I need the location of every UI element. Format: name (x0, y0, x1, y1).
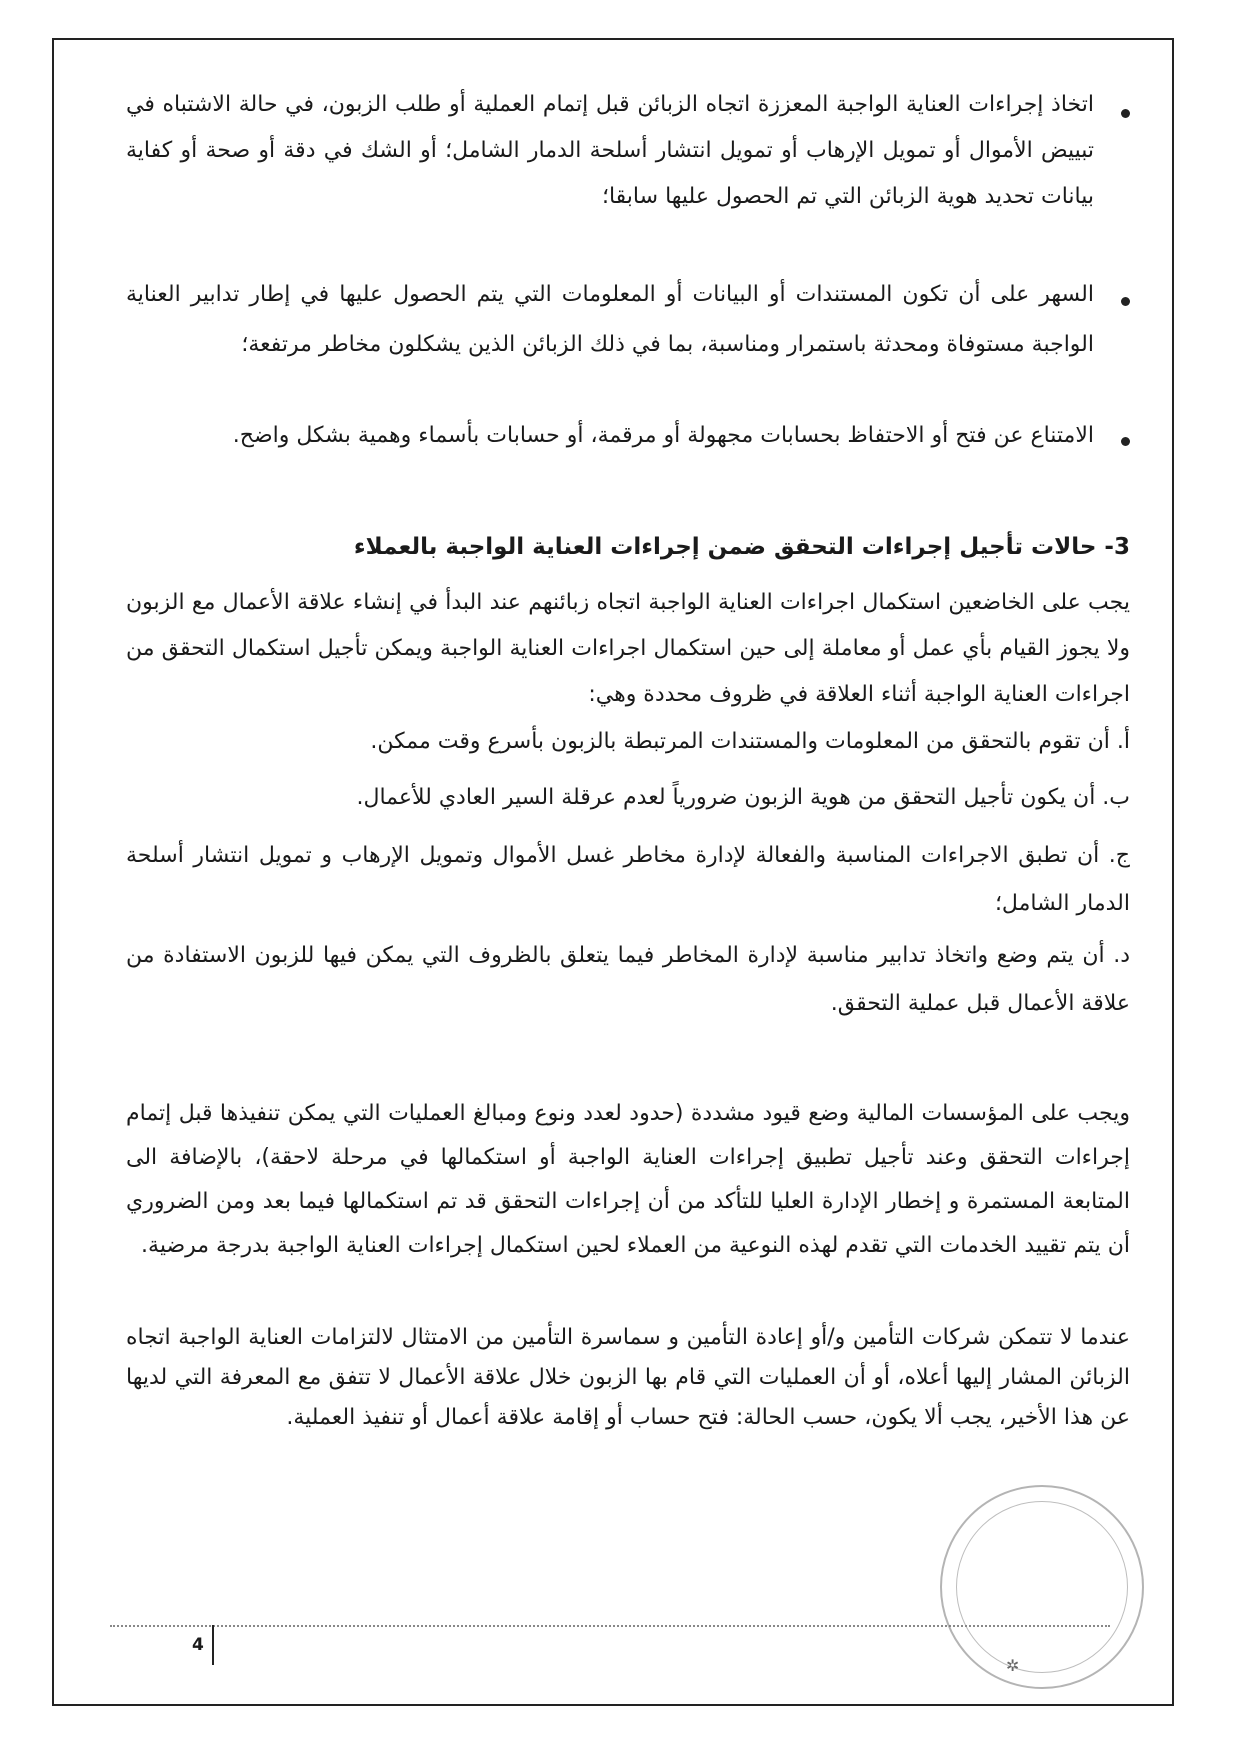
bullet-text: اتخاذ إجراءات العناية الواجبة المعززة اتجاه الزبائن قبل إتمام العملية أو طلب الزبون، في حالة الاشتباه في تبييض الأموال أو تمويل الإرهاب أو تمويل انتشار أسلحة الدمار الشامل؛ أو الشك في دقة أو صحة أو كفاية بيانات تحديد هوية الزبائن التي تم الحصول عليها سابقا؛ (126, 92, 1094, 209)
bullet-text: السهر على أن تكون المستندات أو البيانات أو المعلومات التي يتم الحصول عليها في إطار تدابير العناية الواجبة مستوفاة ومحدثة باستمرار ومناسبة، بما في ذلك الزبائن الذين يشكلون مخاطر مرتفعة؛ (126, 282, 1094, 357)
page-number: 4 (192, 1625, 214, 1665)
bullet-item (126, 410, 1130, 462)
paragraph: ويجب على المؤسسات المالية وضع قيود مشددة (حدود لعدد ونوع ومبالغ العمليات التي يمكن تنفيذها قبل إتمام إجراءات التحقق وعند تأجيل تطبيق إجراءات العناية الواجبة أو استكمالها في مرحلة لاحقة)، بالإضافة الى المتابعة المستمرة و إخطار الإدارة العليا للتأكد من أن إجراءات التحقق قد تم استكمالها فيما بعد ومن الضروري أن يتم تقييد الخدمات التي تقدم لهذه النوعية من العملاء لحين استكمال إجراءات العناية الواجبة بدرجة مرضية. (126, 1101, 1130, 1258)
condition-item: ب. أن يكون تأجيل التحقق من هوية الزبون ضرورياً لعدم عرقلة السير العادي للأعمال. (356, 785, 1130, 810)
bullet-dot-icon (1121, 109, 1130, 118)
paragraph: عندما لا تتمكن شركات التأمين و/أو إعادة التأمين و سماسرة التأمين من الامتثال لالتزامات العناية الواجبة اتجاه الزبائن المشار إليها أعلاه، أو أن العمليات التي قام بها الزبون خلال علاقة الأعمال لا تتفق مع المعرفة التي لديها عن هذا الأخير، يجب ألا يكون، حسب الحالة: فتح حساب أو إقامة علاقة أعمال أو تنفيذ العملية. (126, 1325, 1130, 1430)
bullet-item (126, 82, 1130, 220)
section-heading: 3- حالات تأجيل إجراءات التحقق ضمن إجراءات العناية الواجبة بالعملاء (353, 534, 1130, 560)
bullet-text: الامتناع عن فتح أو الاحتفاظ بحسابات مجهولة أو مرقمة، أو حسابات بأسماء وهمية بشكل واضح. (232, 423, 1094, 448)
condition-item: أ. أن تقوم بالتحقق من المعلومات والمستندات المرتبطة بالزبون بأسرع وقت ممكن. (370, 729, 1130, 754)
condition-item: ج. أن تطبق الاجراءات المناسبة والفعالة لإدارة مخاطر غسل الأموال وتمويل الإرهاب و تمويل انتشار أسلحة الدمار الشامل؛ (126, 843, 1130, 916)
star-icon: ✲ (1006, 1656, 1020, 1675)
bullet-dot-icon (1121, 437, 1130, 446)
bullet-item (126, 270, 1130, 370)
condition-item: د. أن يتم وضع واتخاذ تدابير مناسبة لإدارة المخاطر فيما يتعلق بالظروف التي يمكن فيها للزبون الاستفادة من علاقة الأعمال قبل عملية التحقق. (126, 943, 1130, 1016)
bullet-dot-icon (1121, 297, 1130, 306)
intro-paragraph: يجب على الخاضعين استكمال اجراءات العناية الواجبة اتجاه زبائنهم عند البدأ في إنشاء علاقة الأعمال مع الزبون ولا يجوز القيام بأي عمل أو معاملة إلى حين استكمال اجراءات العناية الواجبة ويمكن تأجيل استكمال التحقق من اجراءات العناية الواجبة أثناء العلاقة في ظروف محددة وهي: (126, 590, 1130, 707)
official-stamp-icon (940, 1485, 1144, 1689)
